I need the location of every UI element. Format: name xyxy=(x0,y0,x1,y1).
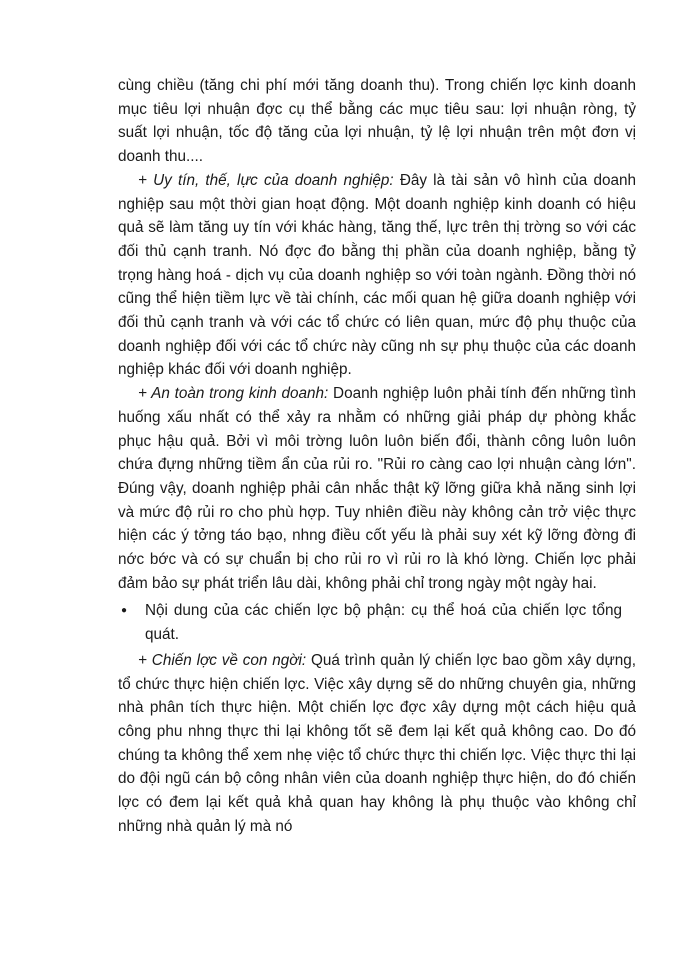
human-strategy-heading: + Chiến lợc về con ngời: xyxy=(138,651,307,669)
reputation-body: Đây là tài sản vô hình của doanh nghiệp sau một thời gian hoạt động. Một doanh nghiệp kinh doanh có hiệu quả sẽ làm tăng uy tín với khác hàng, tăng thế, lực trên thị trờng so với các đối thủ cạnh tranh. Nó đợc đo bằng thị phần của doanh nghiệp, bằng tỷ trọng hàng hoá - dịch vụ của doanh nghiệp so với toàn ngành. Đồng thời nó cũng thể hiện tiềm lực về tài chính, các mối quan hệ giữa doanh nghiệp với đối thủ cạnh tranh và với các tổ chức có liên quan, mức độ phụ thuộc của doanh nghiệp đối với các tổ chức này cũng nh sự phụ thuộc của các doanh nghiệp khác đối với doanh nghiệp. xyxy=(118,171,636,379)
human-strategy-body: Quá trình quản lý chiến lợc bao gồm xây dựng, tổ chức thực hiện chiến lợc. Việc xây dựng sẽ do những chuyên gia, những nhà phân tích thực hiện. Một chiến lợc đợc xây dựng một cách hiệu quả công phu nhng thực thi lại không tốt sẽ đem lại kết quả không cao. Do đó chúng ta không thể xem nhẹ việc tổ chức thực thi chiến lợc. Việc thực thi lại do đội ngũ cán bộ công nhân viên của doanh nghiệp thực hiện, do đó chiến lợc có đem lại kết quả khả quan hay không là phụ thuộc vào không chỉ những nhà quản lý mà nó xyxy=(118,651,636,835)
paragraph-business-safety xyxy=(118,382,636,595)
bullet-text: Nội dung của các chiến lợc bộ phận: cụ thể hoá của chiến lợc tổng quát. xyxy=(145,602,622,644)
paragraph-profit-targets: cùng chiều (tăng chi phí mới tăng doanh thu). Trong chiến lợc kinh doanh mục tiêu lợi nhuận đợc cụ thể bằng các mục tiêu sau: lợi nhuận ròng, tỷ suất lợi nhuận, tốc độ tăng của lợi nhuận, tỷ lệ lợi nhuận trên một đơn vị doanh thu.... xyxy=(118,77,636,166)
paragraph-reputation xyxy=(118,169,636,382)
bullet-icon: ● xyxy=(121,605,128,617)
business-safety-heading: + An toàn trong kinh doanh: xyxy=(138,385,329,403)
business-safety-body: Doanh nghiệp luôn phải tính đến những tình huống xấu nhất có thể xảy ra nhằm có những giải pháp dự phòng khắc phục hậu quả. Bởi vì môi trờng luôn luôn biến đổi, thành công luôn luôn chứa đựng những tiềm ẩn của rủi ro. "Rủi ro càng cao lợi nhuận càng lớn". Đúng vậy, doanh nghiệp phải cân nhắc thật kỹ lỡng giữa khả năng sinh lợi và mức độ rủi ro cho phù hợp. Tuy nhiên điều này không cản trở việc thực hiện các ý tởng táo bạo, nhng điều cốt yếu là phải suy xét kỹ lỡng đờng đi nớc bớc và có sự chuẩn bị cho rủi ro vì rủi ro là khó lờng. Chiến lợc phải đảm bảo sự phát triển lâu dài, không phải chỉ trong ngày một ngày hai. xyxy=(118,385,636,592)
bullet-item-partial-strategies xyxy=(118,599,636,646)
reputation-heading: + Uy tín, thế, lực của doanh nghiệp: xyxy=(138,171,394,189)
document-page xyxy=(118,74,636,839)
paragraph-human-strategy xyxy=(118,649,636,839)
